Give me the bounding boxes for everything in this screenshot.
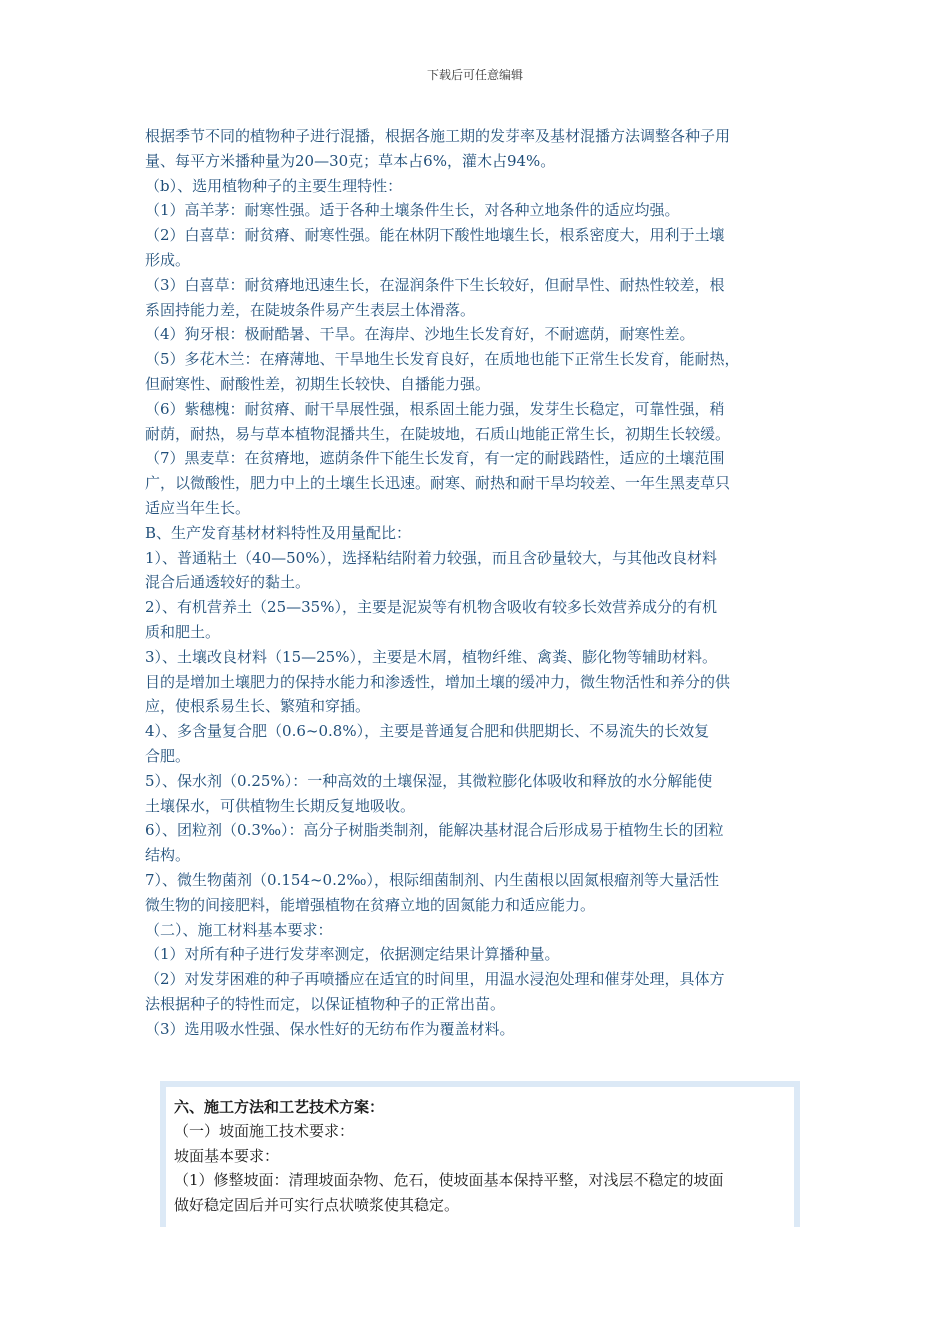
text-line: 合肥。 (145, 746, 191, 765)
text-line: （3）白喜草：耐贫瘠地迅速生长，在湿润条件下生长较好，但耐旱性、耐热性较差，根 (145, 275, 725, 294)
text-line: 7）、微生物菌剂（0.154~0.2‰），根际细菌制剂、内生菌根以固氮根瘤剂等大量活性 (145, 870, 720, 889)
text-line: 结构。 (145, 846, 191, 865)
text-line: （1）对所有种子进行发芽率测定，依据测定结果计算播种量。 (145, 945, 560, 964)
text-line: 1）、普通粘土（40—50%），选择粘结附着力较强，而且含砂量较大，与其他改良材料 (145, 548, 717, 567)
text-line: 耐荫，耐热，易与草本植物混播共生，在陡坡地，石质山地能正常生长，初期生长较缓。 (145, 424, 731, 443)
text-line: 根据季节不同的植物种子进行混播，根据各施工期的发芽率及基材混播方法调整各种子用 (145, 127, 731, 145)
text-line: 3）、土壤改良材料（15—25%），主要是木屑，植物纤维、禽粪、膨化物等辅助材料。 (145, 647, 717, 666)
text-line: （二）、施工材料基本要求： (145, 920, 333, 939)
text-line: 6）、团粒剂（0.3‰）：高分子树脂类制剂，能解决基材混合后形成易于植物生长的团粒 (145, 821, 724, 840)
text-line: 目的是增加土壤肥力的保持水能力和渗透性，增加土壤的缓冲力，微生物活性和养分的供 (145, 672, 731, 691)
text-line: 做好稳定固后并可实行点状喷浆使其稳定。 (174, 1195, 460, 1214)
text-line: 广，以微酸性，肥力中上的土壤生长迅速。耐寒、耐热和耐干旱均较差、一年生黑麦草只 (145, 474, 731, 493)
text-line: 微生物的间接肥料，能增强植物在贫瘠立地的固氮能力和适应能力。 (145, 895, 596, 914)
text-line: 应，使根系易生长、繁殖和穿插。 (145, 697, 371, 716)
text-line: （1）修整坡面：清理坡面杂物、危石，使坡面基本保持平整，对浅层不稳定的坡面 (174, 1171, 724, 1190)
text-line: 质和肥土。 (145, 622, 221, 641)
text-line: 系固持能力差，在陡坡条件易产生表层土体滑落。 (145, 300, 476, 319)
text-line: （4）狗牙根：极耐酷暑、干旱。在海岸、沙地生长发育好，不耐遮荫，耐寒性差。 (145, 325, 695, 344)
text-line: 但耐寒性、耐酸性差，初期生长较快、自播能力强。 (145, 374, 491, 393)
text-line: （一）坡面施工技术要求： (174, 1122, 355, 1141)
text-line: 5）、保水剂（0.25%）：一种高效的土壤保湿，其微粒膨化体吸收和释放的水分解能使 (145, 771, 713, 790)
text-line: 4）、多含量复合肥（0.6~0.8%），主要是普通复合肥和供肥期长、不易流失的长效复 (145, 722, 710, 741)
text-line: 坡面基本要求： (174, 1146, 280, 1165)
text-line: 2）、有机营养土（25—35%），主要是泥炭等有机物含吸收有较多长效营养成分的有机 (145, 598, 717, 617)
text-line: （6）紫穗槐：耐贫瘠、耐干旱展性强，根系固土能力强，发芽生长稳定，可靠性强，稍 (145, 399, 725, 418)
text-line: 适应当年生长。 (145, 498, 251, 517)
text-line: 量、每平方米播种量为20—30克；草本占6%，灌木占94%。 (145, 151, 556, 170)
text-line: B、生产发育基材材料特性及用量配比： (145, 523, 412, 542)
section-heading: 六、施工方法和工艺技术方案： (174, 1098, 385, 1116)
page-header: 下载后可任意编辑 (426, 68, 523, 82)
text-line: （2）白喜草：耐贫瘠、耐寒性强。能在林阴下酸性地壤生长，根系密度大，用利于土壤 (145, 226, 725, 245)
text-line: 混合后通透较好的黏土。 (145, 573, 311, 592)
document-body (145, 124, 825, 1041)
section-box (160, 1081, 800, 1227)
text-line: 土壤保水，可供植物生长期反复地吸收。 (145, 796, 416, 815)
text-line: （5）多花木兰：在瘠薄地、干旱地生长发育良好，在质地也能下正常生长发育，能耐热， (145, 350, 740, 369)
text-line: （2）对发芽困难的种子再喷播应在适宜的时间里，用温水浸泡处理和催芽处理，具体方 (145, 970, 725, 989)
text-line: （7）黑麦草：在贫瘠地，遮荫条件下能生长发育，有一定的耐践踏性，适应的土壤范围 (145, 449, 725, 468)
text-line: 法根据种子的特性而定，以保证植物种子的正常出苗。 (145, 994, 506, 1013)
text-line: （3）选用吸水性强、保水性好的无纺布作为覆盖材料。 (145, 1019, 515, 1038)
text-line: （1）高羊茅：耐寒性强。适于各种土壤条件生长，对各种立地条件的适应均强。 (145, 201, 680, 220)
text-line: 形成。 (145, 250, 191, 269)
text-line: （b）、选用植物种子的主要生理特性： (145, 176, 403, 195)
